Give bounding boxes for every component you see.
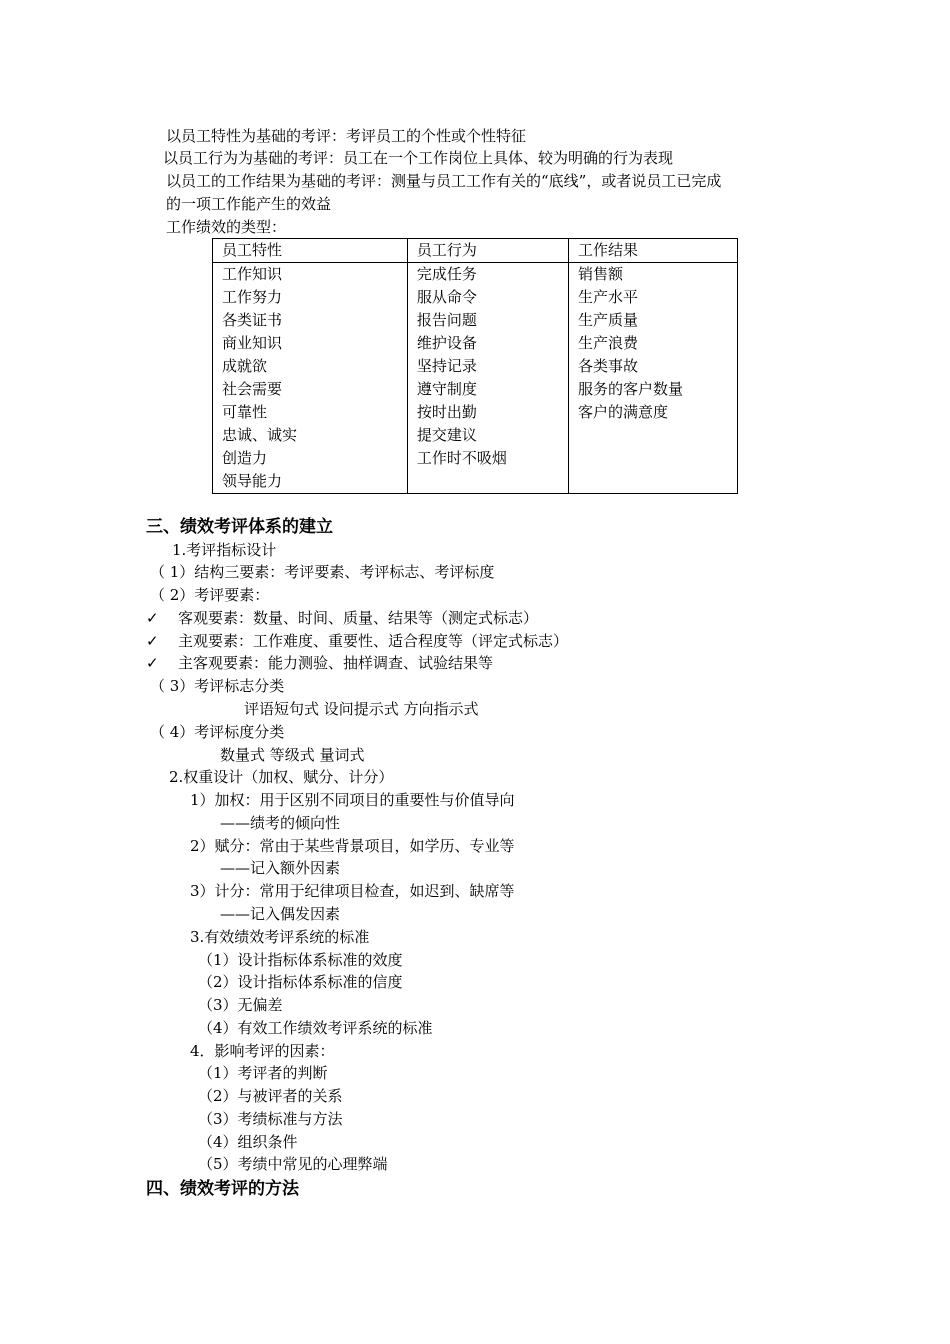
performance-types-table <box>212 238 738 494</box>
standard-2: （2）设计指标体系标准的信度 <box>198 973 403 991</box>
section-4-heading: 四、绩效考评的方法 <box>146 1179 299 1199</box>
standard-1: （1）设计指标体系标准的效度 <box>198 951 403 969</box>
standard-3: （3）无偏差 <box>198 996 283 1014</box>
item-subjective: 主观要素：工作难度、重要性、适合程度等（评定式标志） <box>178 632 569 650</box>
list-item: 生产水平 <box>577 288 638 306</box>
factor-4: （4）组织条件 <box>198 1133 298 1151</box>
behaviors-cell <box>407 263 568 494</box>
list-item: 各类事故 <box>577 357 638 375</box>
item-mark-types: （ 3）考评标志分类 <box>150 677 285 695</box>
list-item: 生产浪费 <box>577 334 638 352</box>
list-item: 工作努力 <box>222 288 283 306</box>
item-objective: 客观要素：数量、时间、质量、结果等（测定式标志） <box>178 609 539 627</box>
intro-line-3: 以员工的工作结果为基础的考评：测量与员工工作有关的“底线”，或者说员工已完成 <box>166 172 722 190</box>
list-item: 创造力 <box>222 449 268 467</box>
list-item: 可靠性 <box>222 403 268 421</box>
list-item: 生产质量 <box>577 311 638 329</box>
table-row <box>213 263 738 494</box>
intro-line-4: 的一项工作能产生的效益 <box>166 195 332 213</box>
section-3-heading: 三、绩效考评体系的建立 <box>146 517 333 537</box>
item-factors: （ 2）考评要素： <box>150 586 270 604</box>
list-item: 销售额 <box>577 265 623 283</box>
factor-5: （5）考绩中常见的心理弊端 <box>198 1155 388 1173</box>
header-traits: 员工特性 <box>213 239 408 263</box>
item-3-title: 3.有效绩效考评系统的标准 <box>190 928 370 946</box>
list-item: 提交建议 <box>416 426 477 444</box>
check-icon: ✓ <box>146 609 159 627</box>
weight-3-note: ——记入偶发因素 <box>220 905 341 923</box>
intro-line-5: 工作绩效的类型： <box>166 218 287 236</box>
list-item: 客户的满意度 <box>577 403 668 421</box>
factor-2: （2）与被评者的关系 <box>198 1087 343 1105</box>
item-scale-types: （ 4）考评标度分类 <box>150 723 285 741</box>
intro-line-2: 以员工行为为基础的考评：员工在一个工作岗位上具体、较为明确的行为表现 <box>163 149 674 167</box>
list-item: 坚持记录 <box>416 357 477 375</box>
item-mixed: 主客观要素：能力测验、抽样调查、试验结果等 <box>178 654 494 672</box>
list-item: 维护设备 <box>416 334 477 352</box>
list-item: 领导能力 <box>222 472 283 490</box>
standard-4: （4）有效工作绩效考评系统的标准 <box>198 1019 433 1037</box>
check-icon: ✓ <box>146 654 159 672</box>
item-4-title: 4．影响考评的因素： <box>190 1042 335 1060</box>
list-item: 完成任务 <box>416 265 477 283</box>
header-behaviors: 员工行为 <box>407 239 568 263</box>
list-item: 各类证书 <box>222 311 283 329</box>
check-icon: ✓ <box>146 632 159 650</box>
weight-2: 2）赋分：常由于某些背景项目，如学历、专业等 <box>190 837 515 855</box>
table-header-row <box>213 239 738 263</box>
list-item: 按时出勤 <box>416 403 477 421</box>
list-item: 社会需要 <box>222 380 283 398</box>
list-item: 忠诚、诚实 <box>222 426 298 444</box>
results-cell <box>568 263 737 494</box>
traits-cell <box>213 263 408 494</box>
list-item: 服务的客户数量 <box>577 380 683 398</box>
item-mark-types-list: 评语短句式 设问提示式 方向指示式 <box>244 700 479 718</box>
list-item: 报告问题 <box>416 311 477 329</box>
factor-3: （3）考绩标准与方法 <box>198 1110 343 1128</box>
list-item: 成就欲 <box>222 357 268 375</box>
weight-1-note: ——绩考的倾向性 <box>220 814 341 832</box>
item-2-title: 2.权重设计（加权、赋分、计分） <box>169 768 394 786</box>
list-item: 遵守制度 <box>416 380 477 398</box>
item-1-title: 1.考评指标设计 <box>172 541 277 559</box>
item-scale-types-list: 数量式 等级式 量词式 <box>220 746 365 764</box>
list-item: 商业知识 <box>222 334 283 352</box>
header-results: 工作结果 <box>568 239 737 263</box>
intro-line-1: 以员工特性为基础的考评：考评员工的个性或个性特征 <box>166 127 527 145</box>
item-structure: （ 1）结构三要素：考评要素、考评标志、考评标度 <box>150 563 495 581</box>
list-item: 工作知识 <box>222 265 283 283</box>
weight-2-note: ——记入额外因素 <box>220 859 341 877</box>
list-item: 工作时不吸烟 <box>416 449 507 467</box>
weight-3: 3）计分：常用于纪律项目检查，如迟到、缺席等 <box>190 882 515 900</box>
weight-1: 1）加权：用于区别不同项目的重要性与价值导向 <box>190 791 515 809</box>
factor-1: （1）考评者的判断 <box>198 1064 328 1082</box>
list-item: 服从命令 <box>416 288 477 306</box>
